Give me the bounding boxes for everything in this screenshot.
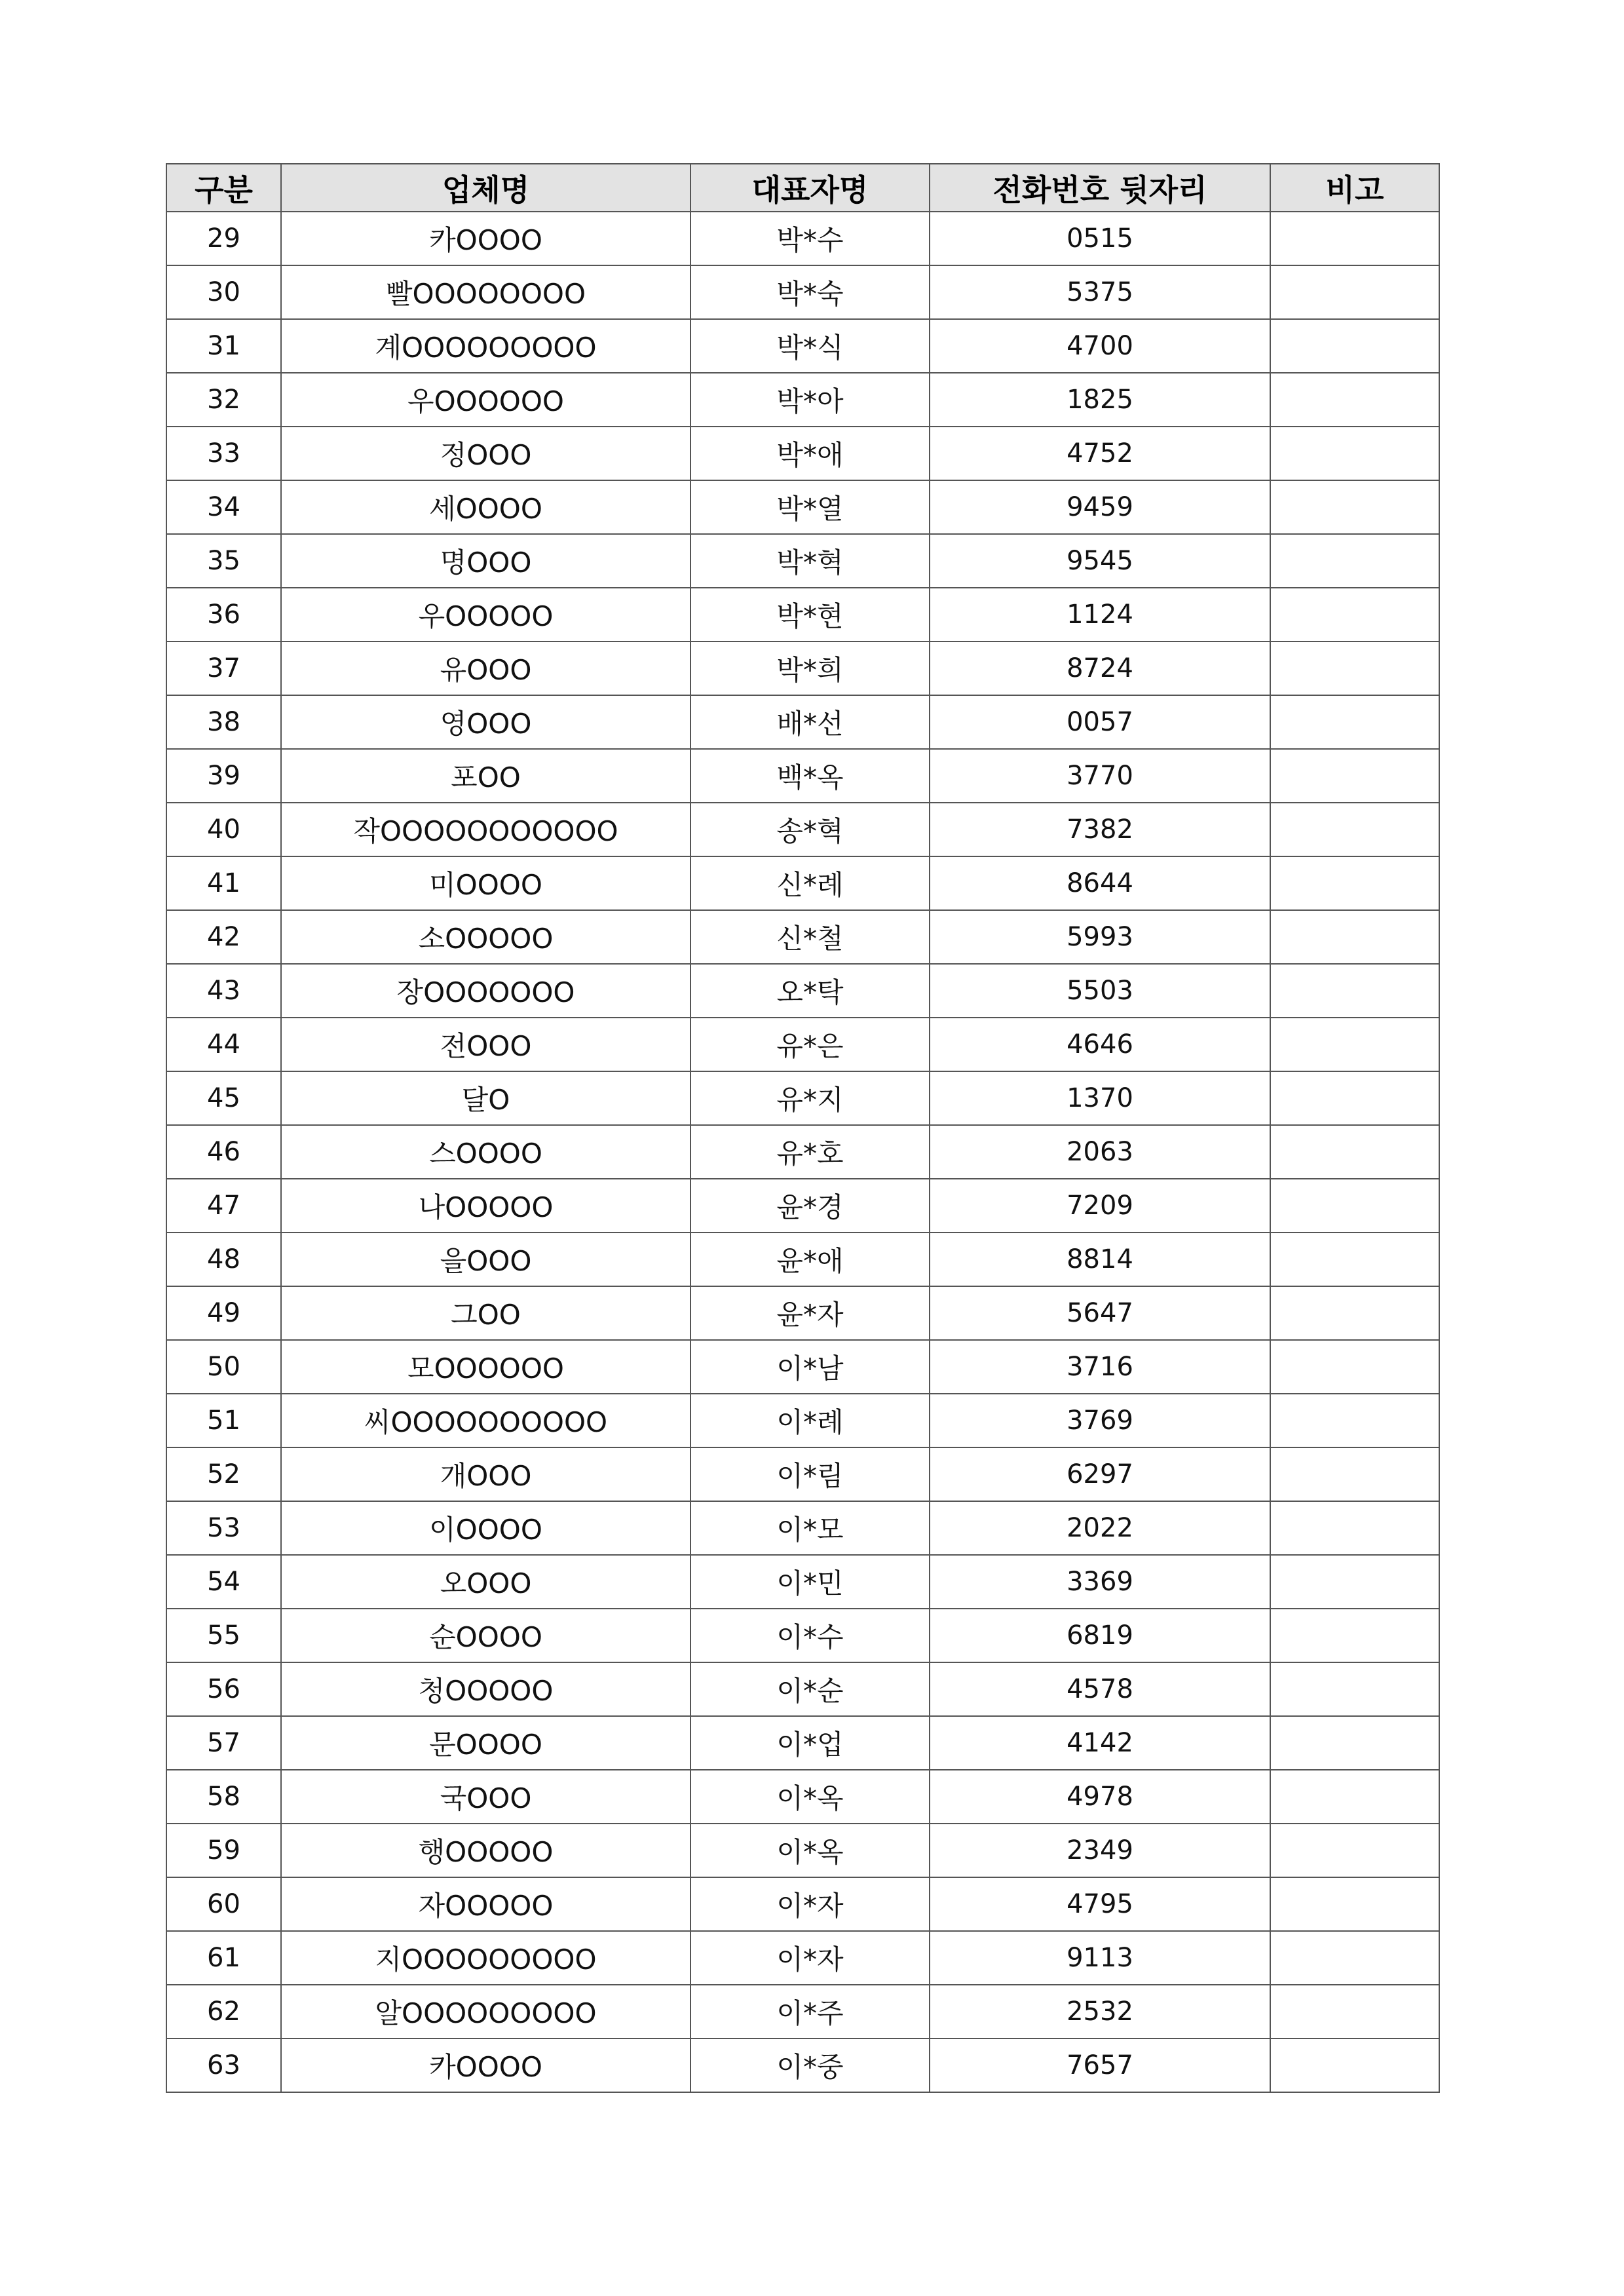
table-row: [166, 1125, 1439, 1179]
cell-company: 유OOO: [281, 641, 690, 695]
cell-no: 57: [166, 1716, 281, 1770]
cell-phone-last: 4578: [930, 1662, 1270, 1716]
table-row: [166, 1286, 1439, 1340]
cell-phone-last: 1124: [930, 588, 1270, 641]
table-row: [166, 1394, 1439, 1447]
table-row: [166, 1662, 1439, 1716]
cell-company: 행OOOOO: [281, 1824, 690, 1877]
cell-company: 알OOOOOOOOO: [281, 1985, 690, 2038]
cell-phone-last: 3770: [930, 749, 1270, 803]
cell-note: [1270, 373, 1439, 427]
cell-company: 장OOOOOOO: [281, 964, 690, 1018]
table-row: [166, 427, 1439, 480]
table-row: [166, 265, 1439, 319]
cell-company: 을OOO: [281, 1233, 690, 1286]
table-header-row: [166, 164, 1439, 212]
cell-no: 37: [166, 641, 281, 695]
cell-no: 52: [166, 1447, 281, 1501]
cell-note: [1270, 1394, 1439, 1447]
cell-company: 계OOOOOOOOO: [281, 319, 690, 373]
cell-phone-last: 9459: [930, 480, 1270, 534]
cell-representative: 오*탁: [690, 964, 930, 1018]
cell-representative: 박*식: [690, 319, 930, 373]
table-row: [166, 319, 1439, 373]
cell-no: 53: [166, 1501, 281, 1555]
cell-phone-last: 5993: [930, 910, 1270, 964]
cell-phone-last: 6297: [930, 1447, 1270, 1501]
cell-note: [1270, 964, 1439, 1018]
cell-no: 49: [166, 1286, 281, 1340]
table-row: [166, 1877, 1439, 1931]
table-body: [166, 212, 1439, 2092]
cell-phone-last: 8644: [930, 856, 1270, 910]
cell-representative: 이*옥: [690, 1770, 930, 1824]
cell-note: [1270, 856, 1439, 910]
cell-no: 41: [166, 856, 281, 910]
cell-representative: 박*애: [690, 427, 930, 480]
cell-representative: 윤*자: [690, 1286, 930, 1340]
cell-company: 우OOOOOO: [281, 373, 690, 427]
cell-no: 44: [166, 1018, 281, 1071]
cell-note: [1270, 749, 1439, 803]
cell-representative: 윤*애: [690, 1233, 930, 1286]
cell-no: 54: [166, 1555, 281, 1609]
cell-company: 문OOOO: [281, 1716, 690, 1770]
cell-note: [1270, 1931, 1439, 1985]
cell-no: 42: [166, 910, 281, 964]
table-row: [166, 1609, 1439, 1662]
cell-representative: 신*례: [690, 856, 930, 910]
table-row: [166, 1071, 1439, 1125]
cell-company: 나OOOOO: [281, 1179, 690, 1233]
cell-phone-last: 0515: [930, 212, 1270, 265]
cell-phone-last: 7382: [930, 803, 1270, 856]
cell-no: 58: [166, 1770, 281, 1824]
cell-phone-last: 7657: [930, 2038, 1270, 2092]
cell-no: 47: [166, 1179, 281, 1233]
cell-no: 59: [166, 1824, 281, 1877]
cell-note: [1270, 212, 1439, 265]
cell-note: [1270, 1501, 1439, 1555]
table-row: [166, 1716, 1439, 1770]
cell-no: 61: [166, 1931, 281, 1985]
cell-no: 40: [166, 803, 281, 856]
table-row: [166, 695, 1439, 749]
table-row: [166, 2038, 1439, 2092]
cell-representative: 이*민: [690, 1555, 930, 1609]
cell-representative: 이*례: [690, 1394, 930, 1447]
table-row: [166, 1931, 1439, 1985]
table-row: [166, 910, 1439, 964]
cell-representative: 이*남: [690, 1340, 930, 1394]
cell-phone-last: 1370: [930, 1071, 1270, 1125]
cell-company: 명OOO: [281, 534, 690, 588]
table-row: [166, 803, 1439, 856]
cell-representative: 박*혁: [690, 534, 930, 588]
cell-representative: 윤*경: [690, 1179, 930, 1233]
cell-phone-last: 5647: [930, 1286, 1270, 1340]
cell-no: 31: [166, 319, 281, 373]
cell-representative: 이*순: [690, 1662, 930, 1716]
cell-note: [1270, 1286, 1439, 1340]
cell-note: [1270, 1233, 1439, 1286]
table-row: [166, 588, 1439, 641]
cell-representative: 이*자: [690, 1877, 930, 1931]
cell-no: 30: [166, 265, 281, 319]
cell-note: [1270, 910, 1439, 964]
header-phone-last: 전화번호 뒷자리: [930, 164, 1270, 212]
cell-representative: 이*업: [690, 1716, 930, 1770]
cell-company: 스OOOO: [281, 1125, 690, 1179]
cell-note: [1270, 1340, 1439, 1394]
table-row: [166, 534, 1439, 588]
cell-no: 38: [166, 695, 281, 749]
cell-no: 56: [166, 1662, 281, 1716]
cell-representative: 백*옥: [690, 749, 930, 803]
table-row: [166, 212, 1439, 265]
cell-note: [1270, 1824, 1439, 1877]
cell-company: 달O: [281, 1071, 690, 1125]
cell-no: 51: [166, 1394, 281, 1447]
cell-note: [1270, 1877, 1439, 1931]
cell-company: 전OOO: [281, 1018, 690, 1071]
table-row: [166, 964, 1439, 1018]
cell-phone-last: 4700: [930, 319, 1270, 373]
cell-company: 작OOOOOOOOOOO: [281, 803, 690, 856]
cell-representative: 박*열: [690, 480, 930, 534]
cell-company: 우OOOOO: [281, 588, 690, 641]
table-row: [166, 1985, 1439, 2038]
cell-phone-last: 3369: [930, 1555, 1270, 1609]
table-row: [166, 641, 1439, 695]
cell-note: [1270, 1447, 1439, 1501]
header-representative: 대표자명: [690, 164, 930, 212]
cell-phone-last: 4752: [930, 427, 1270, 480]
header-company: 업체명: [281, 164, 690, 212]
cell-no: 33: [166, 427, 281, 480]
cell-representative: 신*철: [690, 910, 930, 964]
cell-note: [1270, 1125, 1439, 1179]
cell-representative: 이*주: [690, 1985, 930, 2038]
cell-phone-last: 3769: [930, 1394, 1270, 1447]
table-row: [166, 1179, 1439, 1233]
table-row: [166, 1824, 1439, 1877]
cell-note: [1270, 695, 1439, 749]
cell-representative: 박*희: [690, 641, 930, 695]
cell-representative: 이*모: [690, 1501, 930, 1555]
cell-note: [1270, 427, 1439, 480]
cell-company: 정OOO: [281, 427, 690, 480]
table-row: [166, 1018, 1439, 1071]
cell-no: 48: [166, 1233, 281, 1286]
table-row: [166, 1555, 1439, 1609]
cell-note: [1270, 1662, 1439, 1716]
cell-note: [1270, 1985, 1439, 2038]
cell-note: [1270, 1071, 1439, 1125]
cell-no: 39: [166, 749, 281, 803]
cell-note: [1270, 265, 1439, 319]
cell-no: 43: [166, 964, 281, 1018]
cell-company: 영OOO: [281, 695, 690, 749]
cell-company: 소OOOOO: [281, 910, 690, 964]
cell-representative: 박*아: [690, 373, 930, 427]
cell-note: [1270, 1018, 1439, 1071]
cell-no: 62: [166, 1985, 281, 2038]
cell-no: 32: [166, 373, 281, 427]
cell-phone-last: 8724: [930, 641, 1270, 695]
cell-company: 국OOO: [281, 1770, 690, 1824]
cell-company: 이OOOO: [281, 1501, 690, 1555]
table-row: [166, 480, 1439, 534]
cell-phone-last: 7209: [930, 1179, 1270, 1233]
cell-no: 34: [166, 480, 281, 534]
cell-no: 45: [166, 1071, 281, 1125]
header-no: 구분: [166, 164, 281, 212]
table-row: [166, 1340, 1439, 1394]
cell-representative: 배*선: [690, 695, 930, 749]
cell-phone-last: 2063: [930, 1125, 1270, 1179]
cell-no: 36: [166, 588, 281, 641]
cell-company: 개OOO: [281, 1447, 690, 1501]
cell-company: 모OOOOOO: [281, 1340, 690, 1394]
table-row: [166, 1447, 1439, 1501]
cell-representative: 박*현: [690, 588, 930, 641]
cell-phone-last: 9113: [930, 1931, 1270, 1985]
cell-phone-last: 5375: [930, 265, 1270, 319]
cell-phone-last: 5503: [930, 964, 1270, 1018]
table-row: [166, 373, 1439, 427]
cell-note: [1270, 641, 1439, 695]
cell-representative: 유*지: [690, 1071, 930, 1125]
cell-phone-last: 9545: [930, 534, 1270, 588]
cell-phone-last: 6819: [930, 1609, 1270, 1662]
cell-phone-last: 2532: [930, 1985, 1270, 2038]
cell-company: 카OOOO: [281, 212, 690, 265]
cell-phone-last: 3716: [930, 1340, 1270, 1394]
cell-note: [1270, 1555, 1439, 1609]
table-row: [166, 1501, 1439, 1555]
cell-note: [1270, 480, 1439, 534]
cell-representative: 박*숙: [690, 265, 930, 319]
cell-company: 빨OOOOOOOO: [281, 265, 690, 319]
cell-note: [1270, 1609, 1439, 1662]
cell-company: 미OOOO: [281, 856, 690, 910]
cell-note: [1270, 2038, 1439, 2092]
cell-representative: 이*수: [690, 1609, 930, 1662]
cell-company: 자OOOOO: [281, 1877, 690, 1931]
cell-phone-last: 4646: [930, 1018, 1270, 1071]
cell-representative: 이*림: [690, 1447, 930, 1501]
table-row: [166, 749, 1439, 803]
cell-note: [1270, 803, 1439, 856]
cell-phone-last: 8814: [930, 1233, 1270, 1286]
cell-no: 35: [166, 534, 281, 588]
cell-company: 오OOO: [281, 1555, 690, 1609]
header-note: 비고: [1270, 164, 1439, 212]
cell-no: 60: [166, 1877, 281, 1931]
cell-phone-last: 4978: [930, 1770, 1270, 1824]
cell-note: [1270, 1770, 1439, 1824]
table-row: [166, 856, 1439, 910]
cell-phone-last: 1825: [930, 373, 1270, 427]
cell-company: 포OO: [281, 749, 690, 803]
cell-no: 55: [166, 1609, 281, 1662]
table-row: [166, 1770, 1439, 1824]
cell-company: 그OO: [281, 1286, 690, 1340]
cell-company: 순OOOO: [281, 1609, 690, 1662]
cell-note: [1270, 1716, 1439, 1770]
cell-no: 63: [166, 2038, 281, 2092]
cell-company: 세OOOO: [281, 480, 690, 534]
cell-no: 50: [166, 1340, 281, 1394]
cell-representative: 이*자: [690, 1931, 930, 1985]
cell-phone-last: 0057: [930, 695, 1270, 749]
cell-note: [1270, 588, 1439, 641]
cell-phone-last: 2022: [930, 1501, 1270, 1555]
cell-note: [1270, 534, 1439, 588]
cell-representative: 이*옥: [690, 1824, 930, 1877]
cell-no: 29: [166, 212, 281, 265]
cell-representative: 송*혁: [690, 803, 930, 856]
cell-company: 카OOOO: [281, 2038, 690, 2092]
cell-phone-last: 4795: [930, 1877, 1270, 1931]
table-row: [166, 1233, 1439, 1286]
cell-no: 46: [166, 1125, 281, 1179]
cell-note: [1270, 319, 1439, 373]
cell-representative: 유*은: [690, 1018, 930, 1071]
cell-representative: 유*호: [690, 1125, 930, 1179]
cell-company: 청OOOOO: [281, 1662, 690, 1716]
cell-representative: 박*수: [690, 212, 930, 265]
cell-company: 지OOOOOOOOO: [281, 1931, 690, 1985]
cell-representative: 이*중: [690, 2038, 930, 2092]
cell-note: [1270, 1179, 1439, 1233]
cell-company: 씨OOOOOOOOOO: [281, 1394, 690, 1447]
company-table: [166, 163, 1440, 2093]
cell-phone-last: 2349: [930, 1824, 1270, 1877]
cell-phone-last: 4142: [930, 1716, 1270, 1770]
